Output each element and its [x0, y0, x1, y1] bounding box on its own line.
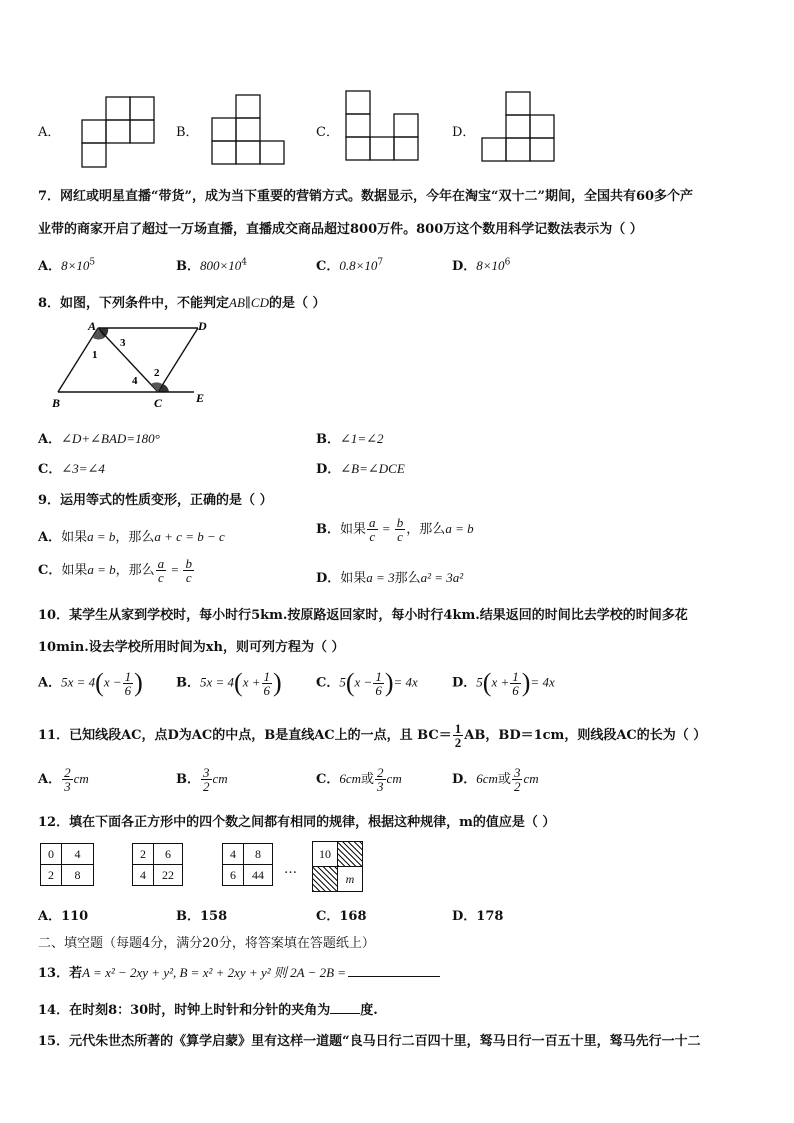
q6-option-d-label: D． — [452, 125, 476, 140]
q8-option-a-text: ∠D+∠BAD=180° — [61, 431, 160, 446]
q9-b-then: ，那么 — [406, 522, 446, 537]
q11-a-unit: cm — [73, 771, 89, 786]
q6-option-c-label: C． — [316, 125, 339, 140]
q10-c-post: = 4x — [393, 674, 418, 690]
q13-label: 13．若 — [38, 966, 83, 981]
q10-d-post: = 4x — [530, 674, 555, 690]
q9-c-eq: = — [167, 562, 183, 577]
q9-b-if: 如果 — [340, 522, 367, 537]
q14-text: 14．在时刻8：30时，时钟上时针和分针的夹角为 — [38, 1003, 331, 1018]
q11-stem-end: AB，BD＝1cm，则线段AC的长为（ ） — [464, 728, 707, 743]
q12-stem: 12．填在下面各正方形中的四个数之间都有相同的规律，根据这种规律，m的值应是（ ） — [38, 815, 556, 830]
q12-option-b-label: B． — [176, 909, 200, 924]
q10-stem-line2: 10min.设去学校所用时间为xh，则可列方程为（ ） — [38, 640, 345, 655]
q11-d-unit: cm — [523, 771, 539, 786]
q9-d-if: 如果 — [340, 571, 367, 586]
grid-cell: 4 — [222, 843, 244, 865]
grid-cell: 0 — [40, 843, 62, 865]
q8-label-e: E — [196, 391, 205, 405]
q11-stem — [38, 722, 706, 749]
q10-c-num: 1 — [375, 668, 382, 684]
q9-d-then: 那么 — [394, 571, 421, 586]
q13-math: A = x² − 2xy + y², B = x² + 2xy + y² 则 2A − 2B = — [82, 965, 347, 980]
q6-option-b-figure — [210, 94, 288, 168]
q8-label-d: D — [198, 319, 207, 333]
q10-c-pre: 5 — [339, 674, 346, 690]
q11-a-den: 3 — [64, 779, 71, 794]
grid-cell-hatched — [312, 866, 338, 892]
grid-cell: 8 — [61, 864, 94, 886]
q11-c-or: 或 — [361, 772, 375, 787]
q14-answer-blank[interactable] — [330, 1013, 360, 1014]
q7-option-c-label: C． — [316, 259, 340, 274]
q12-option-c-text: 168 — [339, 909, 367, 924]
q9-option-b-label: B． — [316, 522, 340, 537]
q8-angle-2: 2 — [154, 367, 160, 379]
q11-d-num: 3 — [513, 765, 521, 780]
q10-b-den: 6 — [263, 682, 271, 698]
q9-option-d-label: D． — [316, 571, 341, 586]
q11-c-value: 6cm — [339, 771, 362, 786]
q7-option-c-exp: 7 — [377, 257, 384, 268]
q11-stem-text: 11．已知线段AC，点D为AC的中点，B是直线AC上的一点，且 BC＝ — [38, 728, 452, 743]
q11-c-unit: cm — [386, 771, 402, 786]
q8-option-b-text: ∠1=∠2 — [340, 431, 384, 446]
q7-stem-line2: 业带的商家开启了超过一万场直播，直播成交商品超过800万件。800万这个数用科学记数法表示为（ ） — [38, 222, 643, 237]
grid-cell: 6 — [153, 843, 183, 865]
q8-label-b: B — [52, 396, 61, 410]
q7-option-d-label: D． — [452, 259, 477, 274]
q11-b-den: 2 — [203, 779, 210, 794]
q11-a-num: 2 — [64, 765, 71, 780]
q9-d-cond: a = 3 — [366, 570, 395, 585]
q7-option-c-value: 0.8×10 — [339, 258, 378, 273]
q8-angle-4: 4 — [132, 375, 138, 387]
q14-end: 度. — [360, 1003, 378, 1018]
q8-option-a-label: A． — [38, 432, 62, 447]
q8-option-d-label: D． — [316, 462, 341, 477]
q8-stem — [38, 292, 326, 311]
q11-d-den: 2 — [513, 779, 521, 794]
q8-option-c-label: C． — [38, 462, 62, 477]
q9-b-frac2-num: b — [396, 515, 404, 530]
q7-stem-line1: 7．网红或明星直播“带货”，成为当下重要的营销方式。数据显示，今年在淘宝“双十二”期间，全国共有60多个产 — [38, 189, 694, 204]
q9-option-b — [316, 516, 474, 543]
q9-option-d — [316, 567, 463, 586]
q11-option-a-label: A． — [38, 772, 62, 787]
q10-a-pre: 5x = 4 — [61, 674, 96, 690]
q9-a-then: ，那么 — [115, 530, 155, 545]
q12-ellipsis: … — [284, 862, 297, 877]
grid-cell: m — [337, 866, 363, 892]
q9-stem: 9．运用等式的性质变形，正确的是（ ） — [38, 493, 273, 508]
q8-figure — [48, 318, 218, 410]
q11-c-num: 2 — [377, 765, 384, 780]
q9-option-a-label: A． — [38, 530, 62, 545]
q12-option-d-text: 178 — [476, 909, 504, 924]
q9-b-frac2-den: c — [397, 529, 403, 544]
q9-c-frac2-den: c — [185, 570, 192, 585]
q10-option-b-label: B． — [176, 675, 200, 691]
q11-b-num: 3 — [203, 765, 210, 780]
q7-option-a-exp: 5 — [89, 257, 96, 268]
q10-d-inner: x + — [491, 674, 510, 690]
q7-option-b-exp: 4 — [241, 257, 248, 268]
q8-option-c-text: ∠3=∠4 — [61, 461, 105, 476]
q8-angle-1: 1 — [92, 349, 98, 361]
q9-c-then: ，那么 — [115, 563, 155, 578]
q9-c-cond: a = b — [87, 562, 116, 577]
q11-frac-den: 2 — [454, 735, 462, 750]
grid-cell: 10 — [312, 841, 338, 867]
q7-option-b-value: 800×10 — [200, 258, 242, 273]
q10-option-a-label: A． — [38, 675, 62, 691]
q9-option-c — [38, 557, 195, 584]
q10-a-num: 1 — [124, 668, 132, 684]
q8-stem-text: 8．如图，下列条件中，不能判定 — [38, 296, 230, 311]
q11-b-unit: cm — [212, 771, 228, 786]
q13 — [38, 962, 440, 981]
q15-stem: 15．元代朱世杰所著的《算学启蒙》里有这样一道题“良马日行二百四十里，驽马日行一百五十里，驽马先行一十二 — [38, 1034, 701, 1049]
q12-option-a-text: 110 — [61, 909, 89, 924]
q11-c-den: 3 — [377, 779, 384, 794]
q9-a-result: a + c = b − c — [154, 529, 225, 544]
q7-option-d-value: 8×10 — [476, 258, 505, 273]
q11-d-or: 或 — [497, 772, 511, 787]
q7-option-b-label: B． — [176, 259, 200, 274]
q8-stem-math: AB∥CD — [229, 295, 269, 310]
q9-a-if: 如果 — [61, 530, 88, 545]
q10-a-inner: x − — [103, 674, 122, 690]
q9-b-result: a = b — [445, 521, 474, 536]
grid-cell: 22 — [153, 864, 183, 886]
q10-stem-line1: 10．某学生从家到学校时，每小时行5km.按原路返回家时，每小时行4km.结果返回的时间比去学校的时间多花 — [38, 608, 688, 623]
q14 — [38, 999, 378, 1018]
grid-cell: 44 — [243, 864, 273, 886]
grid-cell: 2 — [40, 864, 62, 886]
grid-cell: 4 — [61, 843, 94, 865]
q8-option-b-label: B． — [316, 432, 340, 447]
q9-option-c-label: C． — [38, 563, 62, 578]
q12-option-b-text: 158 — [200, 909, 228, 924]
q10-c-den: 6 — [375, 682, 382, 698]
q6-option-a-label: A． — [38, 125, 61, 140]
grid-cell: 2 — [132, 843, 154, 865]
q9-c-if: 如果 — [61, 563, 88, 578]
q11-d-value: 6cm — [476, 771, 498, 786]
q10-option-d-label: D． — [452, 675, 477, 691]
q9-option-a — [38, 526, 225, 545]
q7-option-a-label: A． — [38, 259, 62, 274]
q9-b-frac1-den: c — [369, 529, 376, 544]
q9-a-cond: a = b — [87, 529, 116, 544]
q8-label-c: C — [154, 396, 163, 410]
grid-cell: 6 — [222, 864, 244, 886]
q9-c-frac1-den: c — [158, 570, 164, 585]
q7-option-d-exp: 6 — [504, 257, 511, 268]
q10-a-den: 6 — [124, 682, 132, 698]
q10-b-pre: 5x = 4 — [200, 674, 235, 690]
q10-option-c-label: C． — [316, 675, 340, 691]
q7-option-a-value: 8×10 — [61, 258, 90, 273]
q12-option-d-label: D． — [452, 909, 477, 924]
q6-option-a-figure — [80, 96, 158, 170]
q11-option-c-label: C． — [316, 772, 340, 787]
grid-cell-hatched — [337, 841, 363, 867]
q11-frac-num: 1 — [454, 721, 462, 736]
q8-option-d-text: ∠B=∠DCE — [340, 461, 405, 476]
q10-c-inner: x − — [354, 674, 373, 690]
q10-d-pre: 5 — [476, 674, 483, 690]
q9-b-frac1-num: a — [369, 515, 376, 530]
q9-d-result: a² = 3a² — [420, 570, 464, 585]
q12-option-c-label: C． — [316, 909, 340, 924]
q9-b-eq: = — [378, 521, 394, 536]
q13-answer-blank[interactable] — [348, 976, 440, 977]
q12-option-a-label: A． — [38, 909, 62, 924]
q9-c-frac2-num: b — [185, 556, 192, 571]
q8-angle-3: 3 — [120, 337, 126, 349]
q8-label-a: A — [88, 319, 97, 333]
q6-option-d-figure — [480, 90, 560, 166]
q8-stem-end: 的是（ ） — [269, 296, 326, 311]
section-heading: 二、填空题（每题4分，满分20分，将答案填在答题纸上） — [38, 936, 375, 951]
q10-b-inner: x + — [242, 674, 261, 690]
q10-d-num: 1 — [512, 668, 519, 684]
q11-option-b-label: B． — [176, 772, 200, 787]
q11-option-d-label: D． — [452, 772, 477, 787]
q6-option-c-figure — [344, 89, 424, 165]
q9-c-frac1-num: a — [157, 556, 165, 571]
q6-option-b-label: B． — [176, 125, 199, 140]
grid-cell: 4 — [132, 864, 154, 886]
grid-cell: 8 — [243, 843, 273, 865]
q10-b-num: 1 — [263, 668, 271, 684]
q10-d-den: 6 — [512, 682, 519, 698]
